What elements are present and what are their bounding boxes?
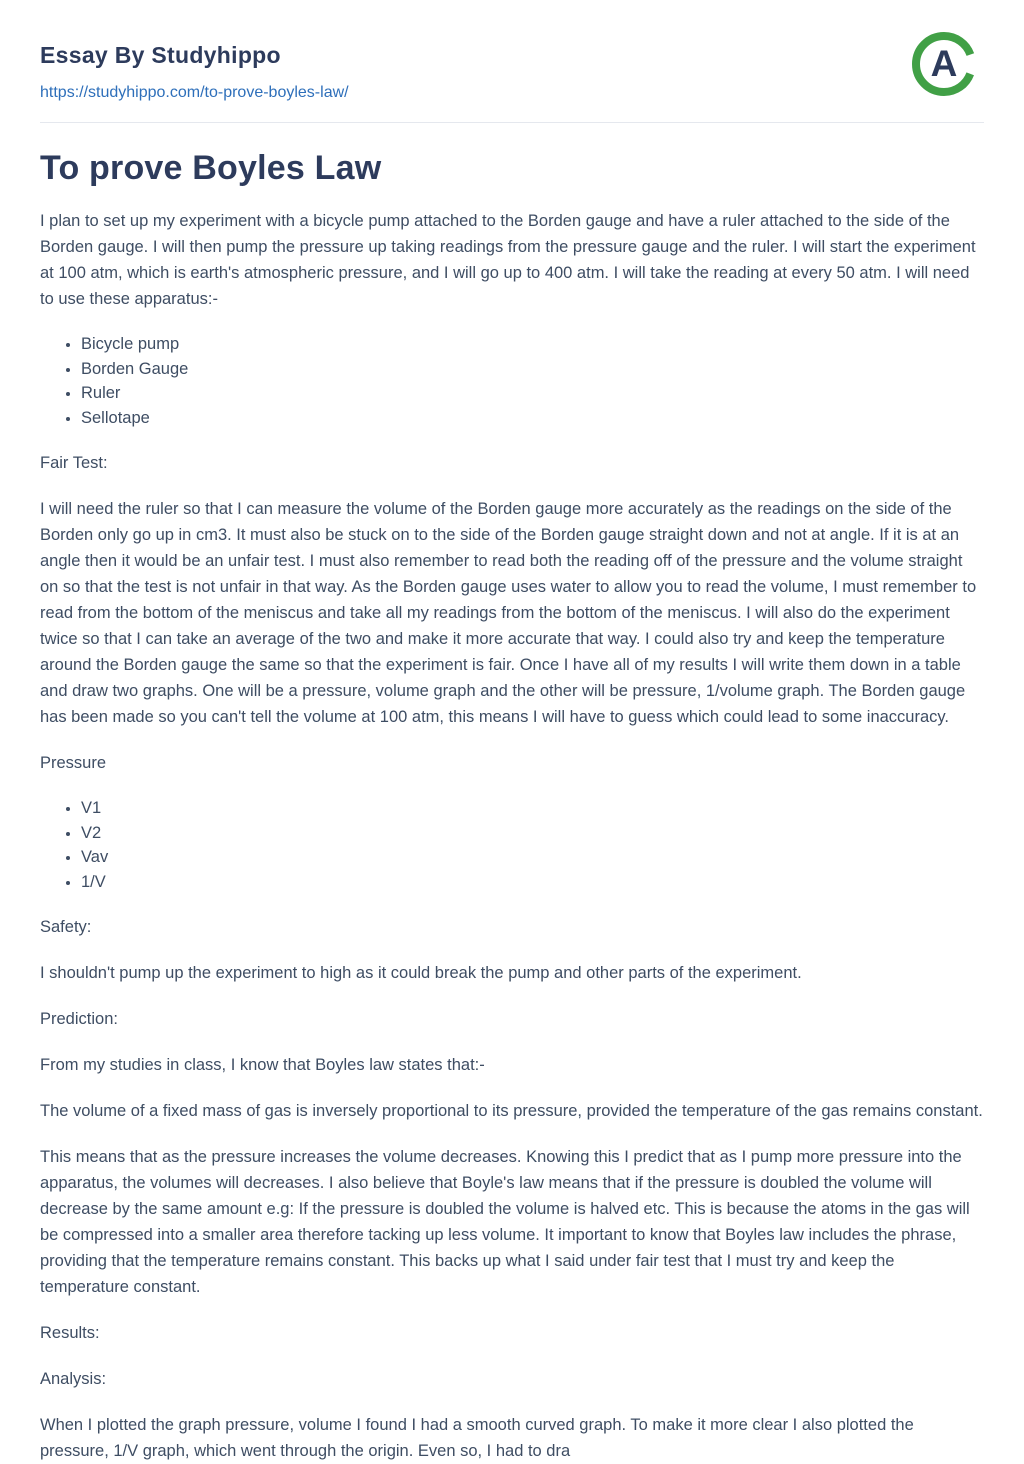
analysis-heading: Analysis:	[40, 1370, 107, 1388]
site-header	[40, 30, 984, 102]
list-item: • Sellotape	[81, 406, 984, 431]
list-item: • Vav	[81, 845, 984, 870]
results-heading: Results:	[40, 1324, 100, 1342]
prediction-heading: Prediction:	[40, 1010, 118, 1028]
list-item: • V1	[81, 796, 984, 821]
header-divider	[40, 122, 984, 123]
pressure-list	[40, 796, 984, 894]
list-item: • Borden Gauge	[81, 357, 984, 382]
prediction-paragraph: This means that as the pressure increases the volume decreases. Knowing this I predict that as I pump more pressure into the apparatus, the volumes will decreases. I also believe that Boyle's law means that if the pressure is doubled the volume will decrease by the same amount e.g: If the pressure is doubled the volume is halved etc. This is because the atoms in the gas will be compressed into a smaller area therefore tacking up less volume. It important to know that Boyles law includes the phrase, providing that the temperature remains constant. This backs up what I said under fair test that I must try and keep the temperature constant.	[40, 1148, 970, 1296]
list-item: • Bicycle pump	[81, 332, 984, 357]
safety-heading: Safety:	[40, 918, 92, 936]
list-item: • Ruler	[81, 381, 984, 406]
safety-paragraph: I shouldn't pump up the experiment to high as it could break the pump and other parts of the experiment.	[40, 964, 802, 982]
prediction-law: The volume of a fixed mass of gas is inversely proportional to its pressure, provided the temperature of the gas remains constant.	[40, 1102, 983, 1120]
site-title: Essay By Studyhippo	[40, 42, 281, 68]
pressure-heading: Pressure	[40, 754, 107, 772]
paragraph-intro: I plan to set up my experiment with a bicycle pump attached to the Borden gauge and have a ruler attached to the side of the Borden gauge. I will then pump the pressure up taking readings from the pressure gauge and the ruler. I will start the experiment at 100 atm, which is earth's atmospheric pressure, and I will go up to 400 atm. I will take the reading at every 50 atm. I will need to use these apparatus:-	[40, 212, 976, 308]
logo-ring-icon	[910, 30, 978, 98]
fair-test-heading: Fair Test:	[40, 454, 108, 472]
essay-title: To prove Boyles Law	[40, 149, 382, 187]
header-left	[40, 30, 349, 102]
logo-letter: A	[930, 43, 958, 84]
analysis-paragraph: When I plotted the graph pressure, volume I found I had a smooth curved graph. To make it more clear I also plotted the pressure, 1/V graph, which went through the origin. Even so, I had to dra	[40, 1416, 914, 1460]
list-item: • V2	[81, 821, 984, 846]
apparatus-list	[40, 332, 984, 430]
prediction-intro: From my studies in class, I know that Boyles law states that:-	[40, 1056, 485, 1074]
list-item: • 1/V	[81, 870, 984, 895]
essay-content	[40, 149, 984, 1464]
fair-test-paragraph: I will need the ruler so that I can measure the volume of the Borden gauge more accurately as the readings on the side of the Borden only go up in cm3. It must also be stuck on to the side of the Borden gauge straight down and not at angle. If it is at an angle then it would be an unfair test. I must also remember to read both the reading off of the pressure and the volume straight on so that the test is not unfair in that way. As the Borden gauge uses water to allow you to read the volume, I must remember to read from the bottom of the meniscus and take all my readings from the bottom of the meniscus. I will also do the experiment twice so that I can take an average of the two and make it more accurate that way. I could also try and keep the temperature around the Borden gauge the same so that the experiment is fair. Once I have all of my results I will write them down in a table and draw two graphs. One will be a pressure, volume graph and the other will be pressure, 1/volume graph. The Borden gauge has been made so you can't tell the volume at 100 atm, this means I will have to guess which could lead to some inaccuracy.	[40, 500, 977, 726]
source-url-link[interactable]: https://studyhippo.com/to-prove-boyles-law/	[40, 84, 349, 101]
studyhippo-logo	[910, 30, 978, 98]
